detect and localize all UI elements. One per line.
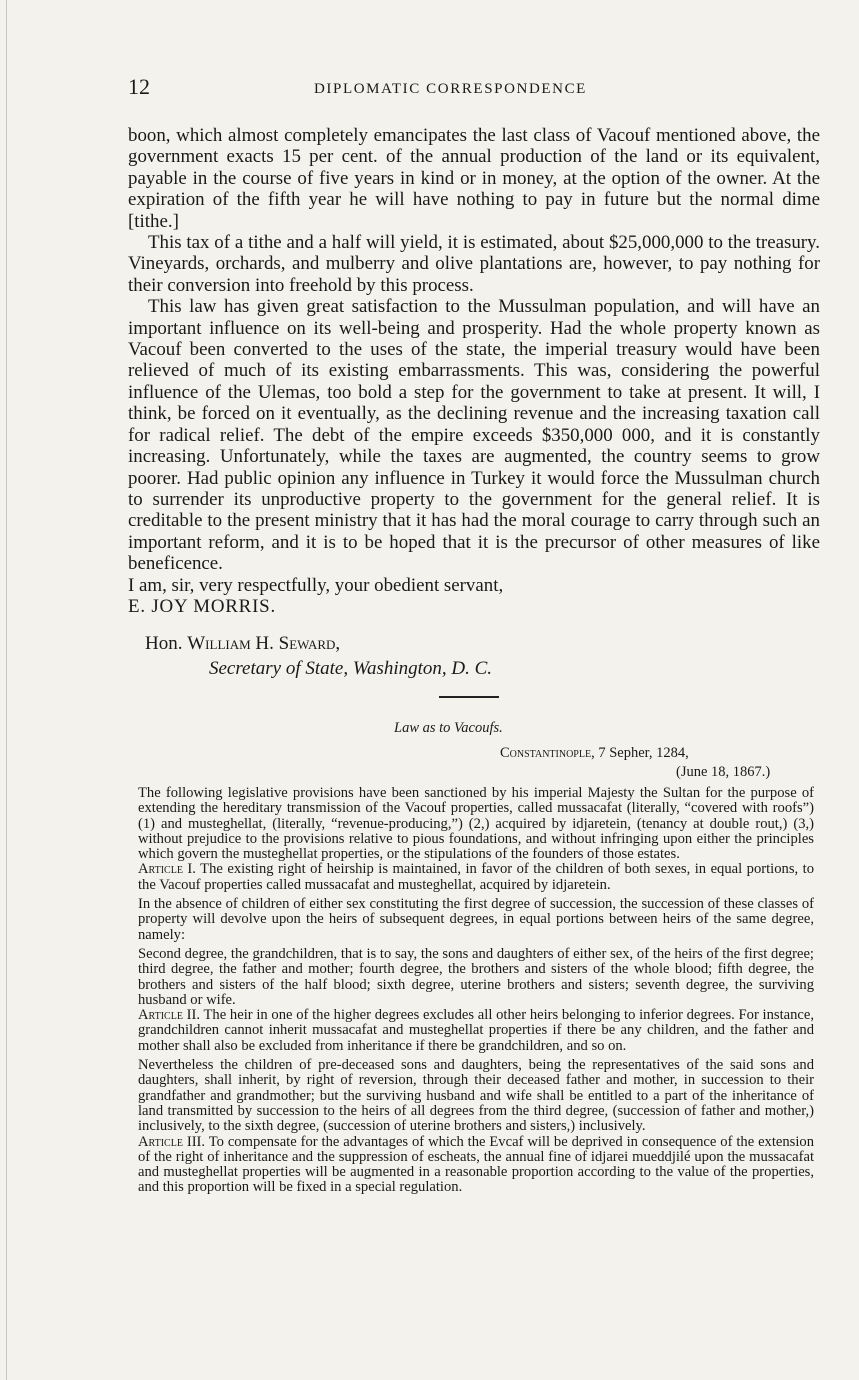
addressee-block <box>145 632 492 680</box>
article-2 <box>138 1008 814 1054</box>
law-body <box>138 786 814 1196</box>
letter-closing: I am, sir, very respectfully, your obedient servant, <box>128 574 504 596</box>
running-head: DIPLOMATIC CORRESPONDENCE <box>314 81 587 97</box>
letter-body <box>128 125 820 617</box>
article-1-label: Article I. <box>138 861 196 878</box>
law-paragraph-nevertheless: Nevertheless the children of pre-deceased sons and daughters, being the representatives of the said sons and daughters, shall inherit, by right of reversion, through their deceased father and mother, in succession to their grandfather and grandmother; but the surviving husband and wife shall be entitled to a part of the inheritance of land transmitted by succession to the heirs of all degrees from the third degree, (succession of father and mother,) inclusively, to the sixth degree, (succession of uterine brothers and sisters,) inclusively. <box>138 1057 814 1135</box>
addressee-prefix: Hon. <box>145 633 183 654</box>
page-header <box>128 74 820 104</box>
law-title: Law as to Vacoufs. <box>394 720 503 736</box>
addressee-title: Secretary of State, Washington, D. C. <box>209 658 493 679</box>
article-1-text: The existing right of heirship is maintained, in favor of the children of both sexes, in equal portions, to the Vacouf properties called mussacafat and musteghellat, acquired by idjaretein. <box>138 861 814 893</box>
page-edge-line <box>6 0 7 1380</box>
dateline-place: Constantinople, <box>500 745 595 761</box>
article-1 <box>138 862 814 893</box>
letter-paragraph: boon, which almost completely emancipates the last class of Vacouf mentioned above, the government exacts 15 per cent. of the annual production of the land or its equivalent, payable in the course of five years in kind or in money, at the option of the owner. At the expiration of the fifth year he will have nothing to pay in future but the normal dime [tithe.] <box>128 125 820 232</box>
law-preamble: The following legislative provisions have been sanctioned by his imperial Majesty the Sultan for the purpose of extending the hereditary transmission of the Vacouf properties, called mussacafat (literally, “covered with roofs”) (1) and musteghellat, (literally, “revenue-producing,”) (2,) acquired by idjaretein, (tenancy at double rout,) (3,) without prejudice to the provisions relative to pious foundations, and without infringing upon either the principles which govern the musteghellat properties, or the stipulations of the founders of those estates. <box>138 785 814 863</box>
page-number: 12 <box>128 74 150 99</box>
dateline-alt: (June 18, 1867.) <box>676 764 771 780</box>
article-2-text: The heir in one of the higher degrees excludes all other heirs belonging to inferior degrees. For instance, grandchildren cannot inherit mussacafat and musteghellat properties if there be any children, and the father and mother shall also be excluded from inheritance if there be grandchildren, and so on. <box>138 1007 814 1054</box>
article-3 <box>138 1135 814 1196</box>
signature: E. JOY MORRIS. <box>128 595 276 617</box>
letter-paragraph: This law has given great satisfaction to the Mussulman population, and will have an important influence on its well-being and prosperity. Had the whole property known as Vacouf been converted to the uses of the state, the imperial treasury would have been relieved of much of its existing embarrassments. This was, considering the powerful influence of the Ulemas, too bold a step for the government to take at present. It will, I think, be forced on it eventually, as the declining revenue and the increasing taxation call for radical relief. The debt of the empire exceeds $350,000 000, and it is constantly increasing. Unfortunately, while the taxes are augmented, the country seems to grow poorer. Had public opinion any influence in Turkey it would force the Mussulman church to surrender its unproductive property to the government for the general relief. It is creditable to the present ministry that it has had the moral courage to carry through such an important reform, and it is to be hoped that it is the precursor of other measures of like beneficence. <box>128 296 820 575</box>
article-3-text: To compensate for the advantages of which the Evcaf will be deprived in consequence of the extension of the right of inheritance and the suppression of escheats, the annual fine of idjarei mueddjilé upon the mussacafat and musteghellat properties will be augmented in a reasonable proportion according to the value of the properties, and this proportion will be fixed in a special regulation. <box>138 1133 815 1196</box>
section-divider <box>439 696 499 698</box>
law-paragraph-degrees: Second degree, the grandchildren, that is to say, the sons and daughters of either sex, of the heirs of the first degree; third degree, the father and mother; fourth degree, the brothers and sisters of the whole blood; fifth degree, the brothers and sisters of the half blood; sixth degree, uterine brothers and sisters; seventh degree, the surviving husband or wife. <box>138 945 814 1008</box>
dateline <box>500 745 689 762</box>
law-paragraph-absence: In the absence of children of either sex constituting the first degree of succession, the succession of these classes of property will devolve upon the heirs of subsequent degrees, in equal portions between heirs of the same degree, namely: <box>138 896 814 943</box>
article-2-label: Article II. <box>138 1007 201 1024</box>
article-3-label: Article III. <box>138 1133 206 1150</box>
addressee-name: William H. Seward, <box>187 633 341 654</box>
dateline-date: 7 Sepher, 1284, <box>598 745 689 761</box>
letter-paragraph: This tax of a tithe and a half will yield, it is estimated, about $25,000,000 to the treasury. Vineyards, orchards, and mulberry and olive plantations are, however, to pay nothing for their conversion into freehold by this process. <box>128 232 820 296</box>
